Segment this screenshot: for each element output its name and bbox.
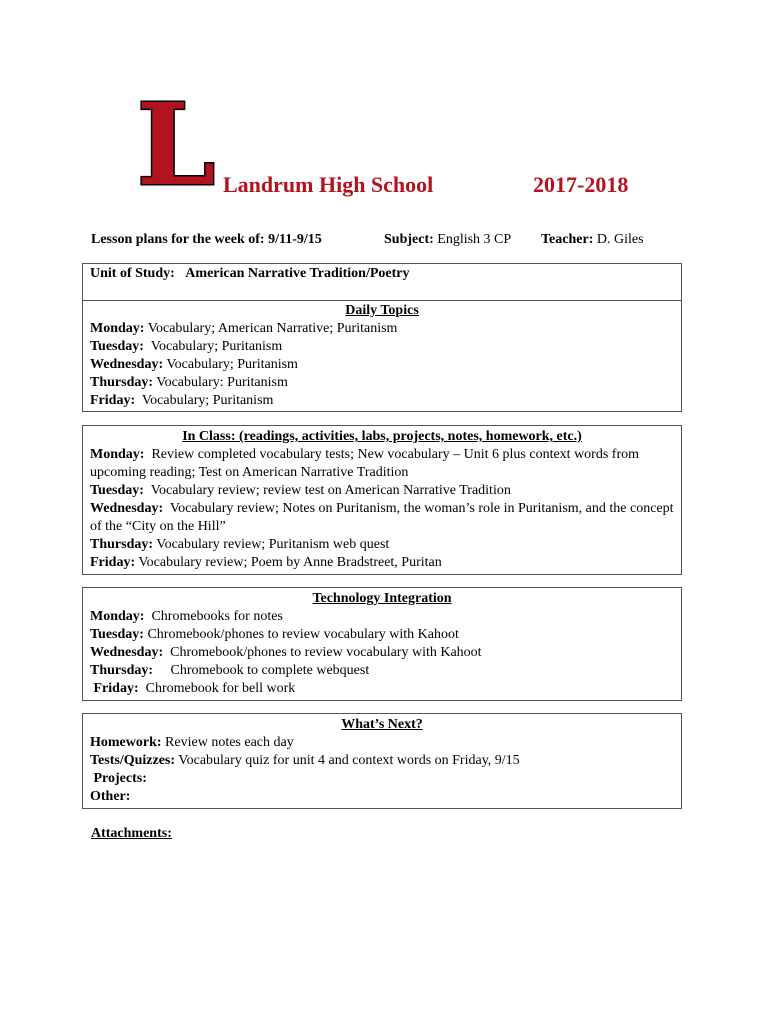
school-year: 2017-2018: [533, 172, 629, 197]
technology-row: Monday: Chromebooks for notes: [90, 609, 283, 624]
unit-of-study: [83, 264, 681, 300]
technology-row: Tuesday: Chromebook/phones to review vocabulary with Kahoot: [90, 627, 459, 642]
week-label: Lesson plans for the week of:: [91, 232, 265, 247]
school-name: Landrum High School: [223, 172, 434, 197]
technology-box: [82, 587, 682, 701]
daily-topics-title: Daily Topics: [345, 303, 419, 318]
technology-row: Thursday: Chromebook to complete webquest: [90, 663, 370, 678]
whats-next-row: Tests/Quizzes: Vocabulary quiz for unit 4 and context words on Friday, 9/15: [90, 753, 520, 768]
in-class-row: Wednesday: Vocabulary review; Notes on Puritanism, the woman’s role in Puritanism, and the concept of the “City on the Hill”: [90, 501, 678, 534]
whats-next-row: Projects:: [93, 771, 147, 786]
subject-label: Subject:: [384, 232, 434, 247]
in-class-row: Friday: Vocabulary review; Poem by Anne Bradstreet, Puritan: [90, 555, 442, 570]
logo-letter: L: [136, 92, 216, 194]
attachments-label: Attachments:: [91, 826, 172, 841]
daily-topics-section: [83, 300, 681, 411]
technology-row: Friday: Chromebook for bell work: [93, 681, 296, 696]
in-class-box: [82, 425, 682, 575]
daily-topic-row: Monday: Vocabulary; American Narrative; Puritanism: [90, 321, 398, 336]
technology-title: Technology Integration: [312, 591, 452, 606]
school-logo: [128, 92, 224, 194]
in-class-row: Thursday: Vocabulary review; Puritanism web quest: [90, 537, 390, 552]
in-class-row: Monday: Review completed vocabulary tests; New vocabulary – Unit 6 plus context words from upcoming reading; Test on American Narrative Tradition: [90, 447, 643, 480]
whats-next-row: Other:: [90, 789, 131, 804]
daily-topic-row: Tuesday: Vocabulary; Puritanism: [90, 339, 283, 354]
unit-value: American Narrative Tradition/Poetry: [185, 266, 410, 281]
week-value: 9/11-9/15: [268, 232, 322, 247]
in-class-title: In Class: (readings, activities, labs, projects, notes, homework, etc.): [182, 429, 582, 444]
daily-topic-row: Friday: Vocabulary; Puritanism: [90, 393, 274, 408]
whats-next-title: What’s Next?: [341, 717, 423, 732]
whats-next-box: [82, 713, 682, 809]
unit-topics-box: [82, 263, 682, 412]
teacher-value: D. Giles: [596, 232, 644, 247]
unit-label: Unit of Study:: [90, 266, 175, 281]
whats-next-row: Homework: Review notes each day: [90, 735, 294, 750]
teacher-label: Teacher:: [541, 232, 594, 247]
subject-value: English 3 CP: [437, 232, 512, 247]
daily-topic-row: Wednesday: Vocabulary; Puritanism: [90, 357, 298, 372]
technology-row: Wednesday: Chromebook/phones to review vocabulary with Kahoot: [90, 645, 482, 660]
in-class-row: Tuesday: Vocabulary review; review test on American Narrative Tradition: [90, 483, 511, 498]
daily-topic-row: Thursday: Vocabulary: Puritanism: [90, 375, 288, 390]
